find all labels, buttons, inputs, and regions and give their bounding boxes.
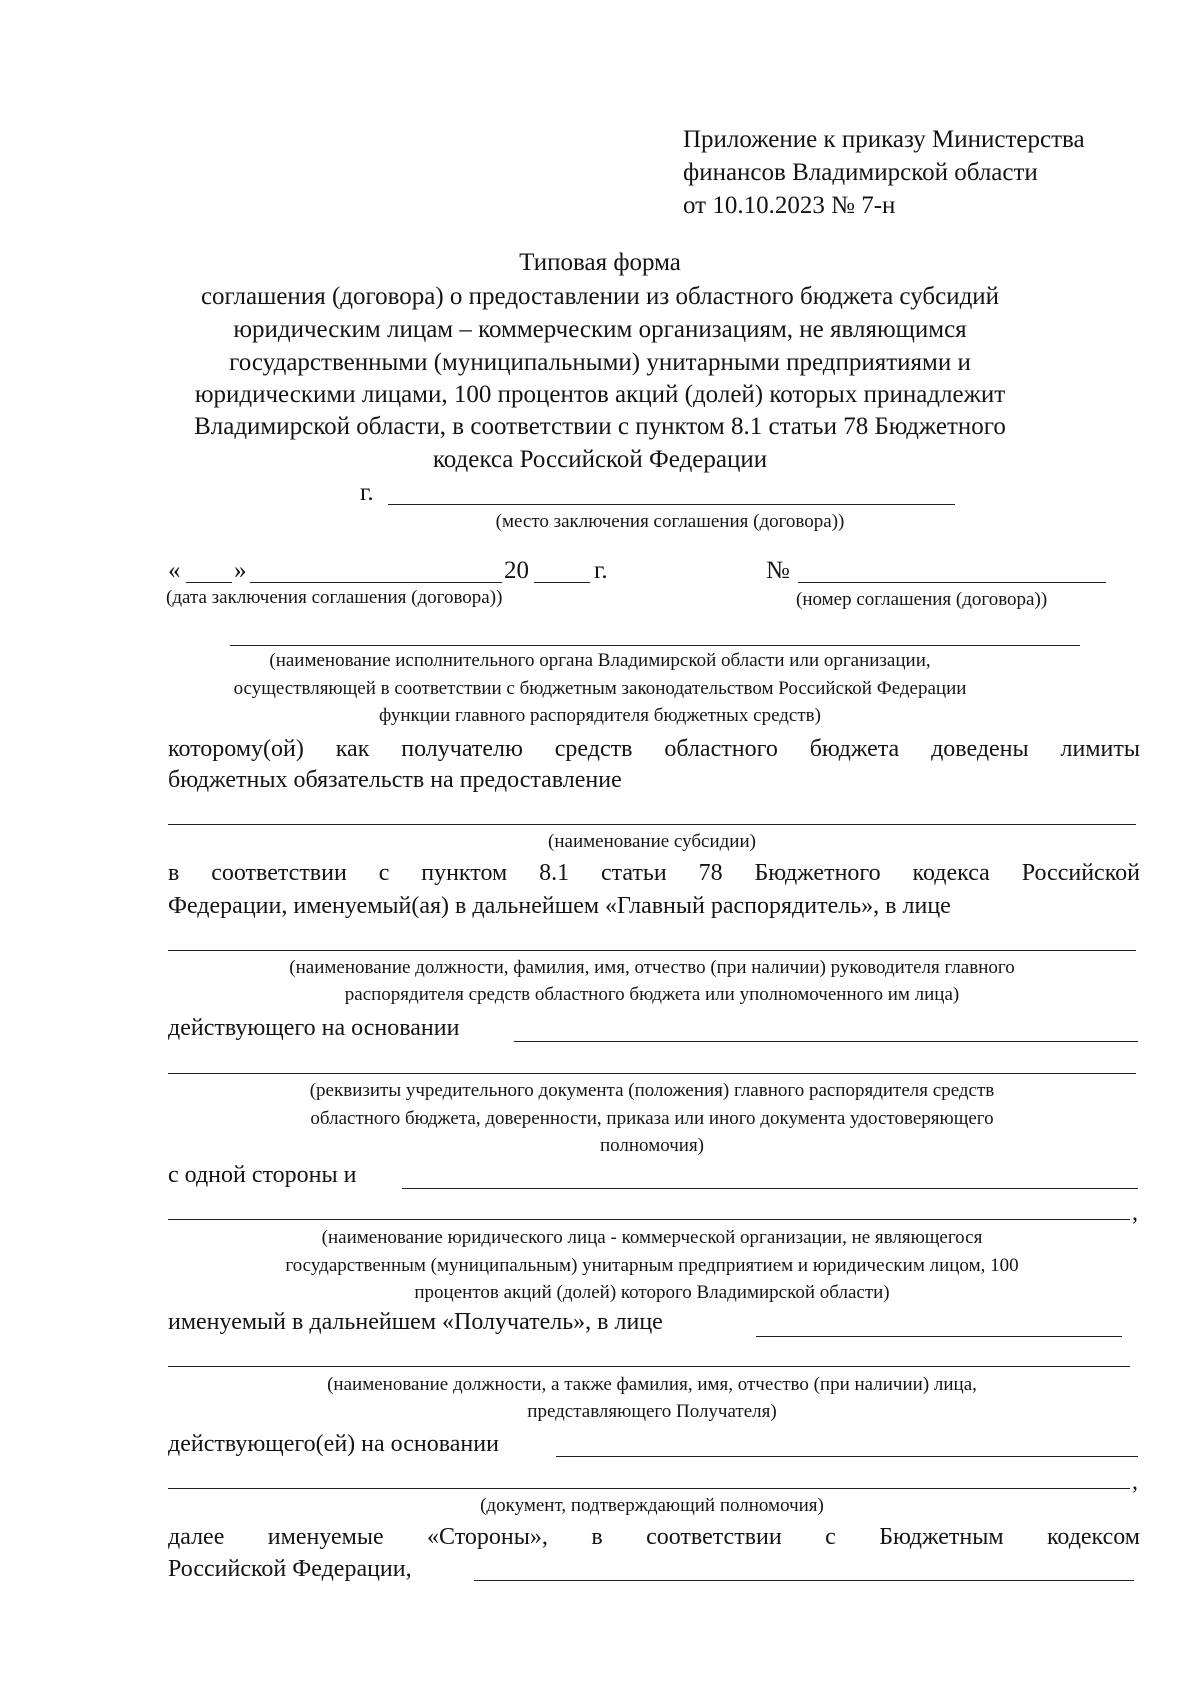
form-subtitle-line-3: государственными (муниципальными) унитарными предприятиями и	[229, 349, 971, 376]
comma-2: ,	[1132, 1469, 1138, 1495]
budget-code-field[interactable]	[474, 1580, 1134, 1581]
requisites-caption-line-1: (реквизиты учредительного документа (положения) главного распорядителя средств	[309, 1080, 995, 1101]
paragraph-article-line-2: Федерации, именуемый(ая) в дальнейшем «Главный распорядитель», в лице	[168, 893, 951, 919]
organ-caption-line-1: (наименование исполнительного органа Владимирской области или организации,	[269, 650, 931, 671]
organ-name-field[interactable]	[230, 645, 1080, 646]
form-subtitle-line-4: юридическими лицами, 100 процентов акций (долей) которых принадлежит	[194, 381, 1006, 408]
rep-caption-line-1: (наименование должности, а также фамилия, имя, отчество (при наличии) лица,	[327, 1374, 977, 1395]
form-title: Типовая форма	[519, 249, 681, 276]
doc-caption: (документ, подтверждающий полномочия)	[480, 1495, 824, 1516]
date-year-prefix: 20	[504, 557, 529, 584]
form-subtitle-line-1: соглашения (договора) о предоставлении из областного бюджета субсидий	[200, 283, 1000, 310]
date-year-suffix: г.	[594, 557, 608, 584]
date-open-quote: «	[168, 557, 181, 584]
form-subtitle-line-5: Владимирской области, в соответствии с пунктом 8.1 статьи 78 Бюджетного	[194, 413, 1006, 440]
rep-caption-line-2: представляющего Получателя)	[527, 1401, 777, 1422]
legal-caption-line-2: государственным (муниципальным) унитарным предприятием и юридическим лицом, 100	[285, 1255, 1019, 1276]
subsidy-name-field[interactable]	[168, 824, 1136, 825]
paragraph-article-line-1: в соответствии с пунктом 8.1 статьи 78 Бюджетного кодекса Российской	[168, 860, 1140, 886]
legal-entity-field[interactable]	[402, 1188, 1138, 1189]
paragraph-parties-line-2: Российской Федерации,	[168, 1556, 412, 1582]
basis-label-1: действующего на основании	[168, 1015, 460, 1041]
agreement-number-field[interactable]	[798, 582, 1106, 583]
subsidy-caption: (наименование субсидии)	[548, 831, 756, 852]
requisites-caption-line-2: областного бюджета, доверенности, приказа или иного документа удостоверяющего	[310, 1108, 994, 1129]
recipient-rep-field-continued[interactable]	[168, 1366, 1130, 1367]
organ-caption-line-2: осуществляющей в соответствии с бюджетным законодательством Российской Федерации	[233, 678, 967, 699]
place-caption: (место заключения соглашения (договора))	[495, 511, 845, 532]
basis-field-1[interactable]	[514, 1041, 1138, 1042]
recipient-rep-field[interactable]	[756, 1336, 1122, 1337]
form-subtitle-line-2: юридическим лицам – коммерческим организациям, не являющимся	[233, 316, 967, 343]
basis-field-2[interactable]	[556, 1456, 1138, 1457]
date-year-field[interactable]	[534, 582, 590, 583]
head-caption-line-2: распорядителя средств областного бюджета или уполномоченного им лица)	[344, 984, 960, 1005]
paragraph-parties-line-1: далее именуемые «Стороны», в соответствии с Бюджетным кодексом	[168, 1524, 1140, 1550]
basis-label-2: действующего(ей) на основании	[168, 1431, 499, 1457]
head-caption-line-1: (наименование должности, фамилия, имя, отчество (при наличии) руководителя главного	[289, 957, 1015, 978]
one-side-label: с одной стороны и	[168, 1162, 357, 1188]
place-prefix: г.	[360, 479, 374, 506]
paragraph-limits-line-2: бюджетных обязательств на предоставление	[168, 767, 622, 793]
legal-caption-line-3: процентов акций (долей) которого Владимирской области)	[414, 1282, 890, 1303]
basis-field-2-continued[interactable]	[168, 1488, 1130, 1489]
requisites-caption-line-3: полномочия)	[599, 1135, 705, 1156]
number-caption: (номер соглашения (договора))	[796, 589, 1048, 610]
date-caption: (дата заключения соглашения (договора))	[166, 587, 503, 608]
legal-entity-field-continued[interactable]	[168, 1219, 1130, 1220]
organ-caption-line-3: функции главного распорядителя бюджетных средств)	[379, 705, 821, 726]
comma-1: ,	[1132, 1200, 1138, 1226]
legal-caption-line-1: (наименование юридического лица - коммерческой организации, не являющегося	[321, 1227, 983, 1248]
date-day-field[interactable]	[186, 582, 232, 583]
form-subtitle-line-6: кодекса Российской Федерации	[432, 446, 768, 473]
paragraph-limits-line-1: которому(ой) как получателю средств областного бюджета доведены лимиты	[168, 736, 1140, 762]
date-month-field[interactable]	[250, 582, 502, 583]
number-prefix: №	[766, 557, 790, 584]
appendix-line-2: финансов Владимирской области	[683, 159, 1038, 186]
head-name-field[interactable]	[168, 950, 1136, 951]
recipient-label: именуемый в дальнейшем «Получатель», в лице	[168, 1309, 663, 1335]
appendix-line-3: от 10.10.2023 № 7-н	[683, 192, 896, 219]
basis-field-1-continued[interactable]	[168, 1073, 1136, 1074]
date-close-quote: »	[234, 557, 247, 584]
place-field[interactable]	[388, 504, 955, 505]
appendix-line-1: Приложение к приказу Министерства	[683, 126, 1085, 153]
